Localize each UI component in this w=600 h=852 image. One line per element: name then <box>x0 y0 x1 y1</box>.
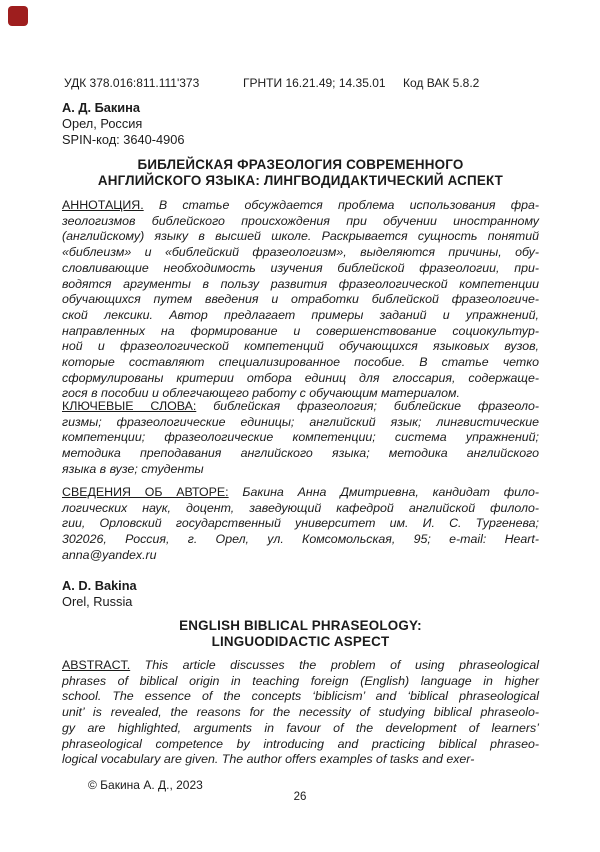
author-info-paragraph <box>62 485 539 564</box>
grnti-code: ГРНТИ 16.21.49; 14.35.01 <box>243 76 386 90</box>
classification-codes <box>62 76 539 92</box>
author-ru-name: А. Д. Бакина <box>62 100 141 115</box>
author-en-name: A. D. Bakina <box>62 578 137 593</box>
author-en-city: Orel, Russia <box>62 594 133 609</box>
annotation-paragraph <box>62 198 539 402</box>
abstract-line: logical vocabulary are given. The author offers examples of tasks and exer- <box>62 752 475 767</box>
author-block-en <box>62 578 539 610</box>
annotation-line: направленных на формирование и совершенствование социокультур- <box>62 323 539 338</box>
author-info-line: Бакина Анна Дмитриевна, кандидат фило- <box>228 485 539 499</box>
author-info-line: логических наук, доцент, заведующий кафедрой английской филоло- <box>62 500 539 515</box>
article-title-ru-line1: БИБЛЕЙСКАЯ ФРАЗЕОЛОГИЯ СОВРЕМЕННОГО <box>137 157 464 172</box>
annotation-line: «библеизм» и «библейский фразеологизм», выделяются причины, обу- <box>62 245 539 260</box>
annotation-line: зеологизмов библейского происхождения при обучении иностранному <box>62 213 539 228</box>
abstract-line: phraseological competence by introducing and practicing biblical phraseo- <box>62 736 539 751</box>
abstract-paragraph <box>62 658 539 768</box>
keywords-line: компетенции; фразеологические компетенции; система упражнений; <box>62 430 539 445</box>
copyright-notice: © Бакина А. Д., 2023 <box>88 778 203 792</box>
author-ru-spin: SPIN-код: 3640-4906 <box>62 132 185 147</box>
article-title-ru-line2: АНГЛИЙСКОГО ЯЗЫКА: ЛИНГВОДИДАКТИЧЕСКИЙ АСПЕКТ <box>97 173 504 188</box>
author-info-line: гии, Орловский государственный университет им. И. С. Тургенева; <box>62 516 539 531</box>
vak-code: Код ВАК 5.8.2 <box>403 76 480 90</box>
article-title-ru <box>62 157 539 189</box>
page-number: 26 <box>293 791 307 803</box>
abstract-line: unit’ is revealed, the reasons for the necessity of studying biblical phraseolo- <box>62 705 539 720</box>
keywords-line: библейская фразеология; библейские фразеоло- <box>196 399 539 413</box>
keywords-line: языка в вузе; студенты <box>62 461 204 476</box>
keywords-line: гизмы; фразеологические единицы; английский язык; лингвистические <box>62 414 539 429</box>
udk-code: УДК 378.016:811.111'373 <box>64 76 200 90</box>
article-title-en <box>62 618 539 650</box>
annotation-label: АННОТАЦИЯ. <box>62 198 144 212</box>
keywords-label: КЛЮЧЕВЫЕ СЛОВА: <box>62 399 197 413</box>
author-info-line: anna@yandex.ru <box>62 547 157 562</box>
abstract-line: phrases of biblical origin in teaching foreign (English) language in higher <box>62 673 539 688</box>
author-ru-city: Орел, Россия <box>62 116 143 131</box>
abstract-line: This article discusses the problem of using phraseological <box>130 658 539 672</box>
author-info-line: 302026, Россия, г. Орел, ул. Комсомольская, 95; e-mail: Heart- <box>62 532 539 547</box>
annotation-line: ной и фразеологической компетенций обучающихся языковых вузов, <box>62 339 539 354</box>
annotation-line: В статье обсуждается проблема использования фра- <box>143 198 539 212</box>
keywords-line: методика преподавания английского языка; методика английского <box>62 446 539 461</box>
article-title-en-line1: ENGLISH BIBLICAL PHRASEOLOGY: <box>179 618 422 633</box>
annotation-line: сформулированы критерии отбора единиц для глоссария, содержаще- <box>62 370 539 385</box>
annotation-line: обучающихся путем введения и отработки библейской фразеологиче- <box>62 292 539 307</box>
annotation-line: водятся аргументы в пользу развития фразеологической компетенции <box>62 276 539 291</box>
keywords-paragraph <box>62 399 539 478</box>
author-block-ru <box>62 100 539 148</box>
abstract-line: gy are highlighted, arguments in favour of the development of learners’ <box>62 720 539 735</box>
annotation-line: ской лексики. Автор предлагает примеры заданий и упражнений, <box>62 307 539 322</box>
annotation-line: словливающие необходимость изучения библейской фразеологии, при- <box>62 260 539 275</box>
corner-marker-icon <box>8 6 28 26</box>
annotation-line: которые составляют специализированное пособие. В статье четко <box>62 355 539 370</box>
author-info-label: СВЕДЕНИЯ ОБ АВТОРЕ: <box>62 485 229 499</box>
article-title-en-line2: LINGUODIDACTIC ASPECT <box>211 634 390 649</box>
annotation-line: гося в пособии и облегчающего работу с обучающим материалом. <box>62 386 460 401</box>
abstract-line: school. The essence of the concepts ‘biblicism’ and ‘biblical phraseological <box>62 689 539 704</box>
abstract-label: ABSTRACT. <box>62 658 131 672</box>
annotation-line: (английскому) языку в высшей школе. Раскрывается сущность понятий <box>62 229 539 244</box>
